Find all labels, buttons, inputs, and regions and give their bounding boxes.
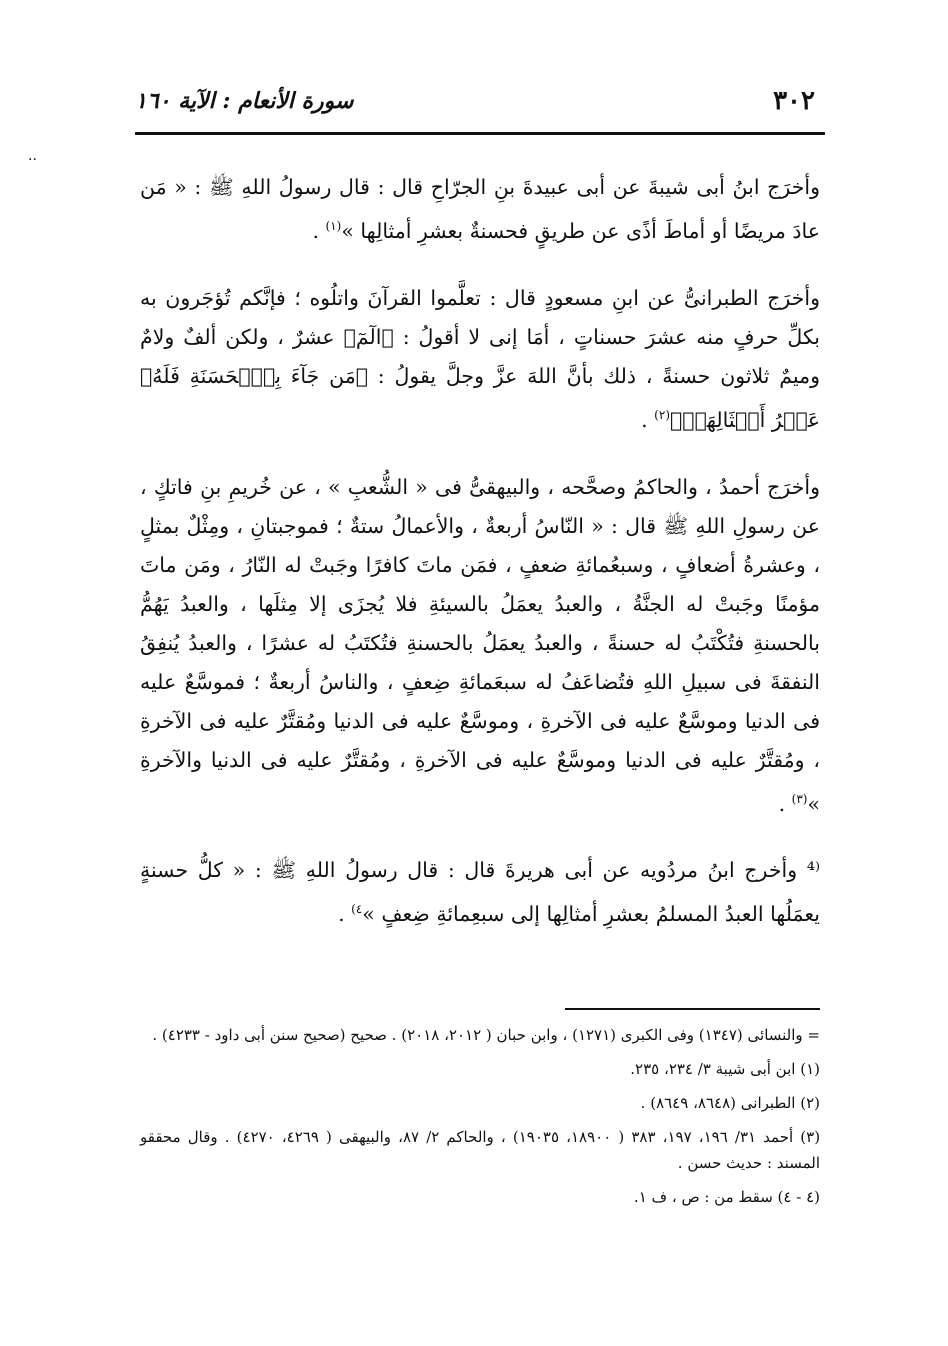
paragraph-text: وأخرَج ابنُ أبى شيبةَ عن أبى عبيدةَ بنِ الجرّاحِ قال : قال رسولُ اللهِ ﷺ : « مَن عادَ مريضًا أو أماطَ أذًى عن طريقٍ فحسنةٌ بعشرِ أمثالِها » xyxy=(140,175,820,243)
footnote-continuation: = والنسائى (١٣٤٧) وفى الكبرى (١٢٧١) ، وابن حبان ( ٢٠١٢، ٢٠١٨) . صحيح (صحيح سنن أبى داود - ٤٢٣٣) . xyxy=(152,1026,820,1044)
page-header xyxy=(135,80,815,120)
page-number: ٣٠٢ xyxy=(773,86,815,116)
footnote-ref: (٢) xyxy=(654,407,670,422)
main-text xyxy=(140,168,820,962)
stray-mark: .. xyxy=(28,148,37,164)
footnote-2: (٢) الطبرانى (٨٦٤٨، ٨٦٤٩) . xyxy=(640,1094,820,1112)
paragraph-text: ⁽⁴ وأخرج ابنُ مردُويه عن أبى هريرةَ قال : قال رسولُ اللهِ ﷺ : « كلُّ حسنةٍ يعمَلُها العبدُ المسلمُ بعشرِ أمثالِها إلى سبعِمائةِ ضِعفٍ » xyxy=(140,858,820,927)
paragraph-1 xyxy=(140,168,820,251)
footnote-4: (٤ - ٤) سقط من : ص ، ف ١. xyxy=(633,1188,820,1206)
footnote-3: (٣) أحمد ٣١/ ١٩٦، ١٩٧، ٣٨٣ ( ١٨٩٠٠، ١٩٠٣٥) ، والحاكم ٢/ ٨٧، والبيهقى ( ٤٢٦٩، ٤٢٧٠) . وقال محققو المسند : حديث حسن . xyxy=(140,1128,821,1172)
header-rule xyxy=(135,132,825,135)
footnote-ref: (١) xyxy=(325,219,342,233)
paragraph-end: . xyxy=(778,791,792,816)
paragraph-end: . xyxy=(312,218,326,243)
running-title: سورة الأنعام : الآية ١٦٠ xyxy=(135,88,354,114)
paragraph-end: . xyxy=(641,407,655,432)
footnote-1: (١) ابن أبى شيبة ٣/ ٢٣٤، ٢٣٥. xyxy=(630,1060,820,1078)
paragraph-text: وأخرَج أحمدُ ، والحاكمُ وصحَّحه ، والبيهقىُّ فى « الشُّعبِ » ، عن خُريمِ بنِ فاتكٍ ، عن رسولِ اللهِ ﷺ قال : « النّاسُ أربعةٌ ، والأعمالُ ستةٌ ؛ فموجبتانِ ، ومِثْلٌ بمثلٍ ، وعشرةُ أضعافٍ ، وسبعُمائةِ ضعفٍ ، فمَن ماتَ كافرًا وجَبتْ له النّارُ ، ومَن ماتَ مؤمنًا وجَبتْ له الجنَّةُ ، والعبدُ يعمَلُ بالسيئةِ فلا يُجزَى إلا مِثلَها ، والعبدُ يَهُمُّ بالحسنةِ فتُكْتَبُ له حسنةً ، والعبدُ يعمَلُ بالحسنةِ فتُكتَبُ له عشرًا ، والعبدُ يُنفِقُ النفقةَ فى سبيلِ اللهِ فتُضاعَفُ له سبعَمائةِ ضِعفٍ ، والناسُ أربعةٌ ؛ فموسَّعٌ عليه فى الدنيا وموسَّعٌ عليه فى الآخرةِ ، وموسَّعٌ عليه فى الدنيا ومُقتَّرٌ عليه فى الآخرةِ ، ومُقتَّرٌ عليه فى الدنيا وموسَّعٌ عليه فى الآخرةِ ، ومُقتَّرٌ عليه فى الدنيا والآخرةِ » xyxy=(140,474,820,816)
footnote-ref: (٣) xyxy=(791,791,808,806)
paragraph-2 xyxy=(140,279,820,440)
paragraph-4 xyxy=(140,851,820,934)
paragraph-end: . xyxy=(338,902,352,927)
paragraph-text: وأخرَج الطبرانىُّ عن ابنِ مسعودٍ قال : تعلَّموا القرآنَ واتلُوه ؛ فإنَّكم تُؤجَرون به بكلِّ حرفٍ منه عشرَ حسناتٍ ، أمَا إنى لا أقولُ : ﴿الٓمٓ﴾ عشرٌ ، ولكن ألفٌ ولامٌ وميمٌ ثلاثون حسنةً ، ذلك بأنَّ اللهَ عزَّ وجلَّ يقولُ : ﴿مَن جَآءَ بِٱلۡحَسَنَةِ فَلَهُۥ عَشۡرُ أَمۡثَالِهَاۖ﴾ xyxy=(140,285,820,432)
footnotes xyxy=(140,1022,820,1218)
paragraph-3 xyxy=(140,468,820,824)
footnote-rule xyxy=(565,1008,820,1010)
footnote-ref: ٤) xyxy=(351,902,363,917)
